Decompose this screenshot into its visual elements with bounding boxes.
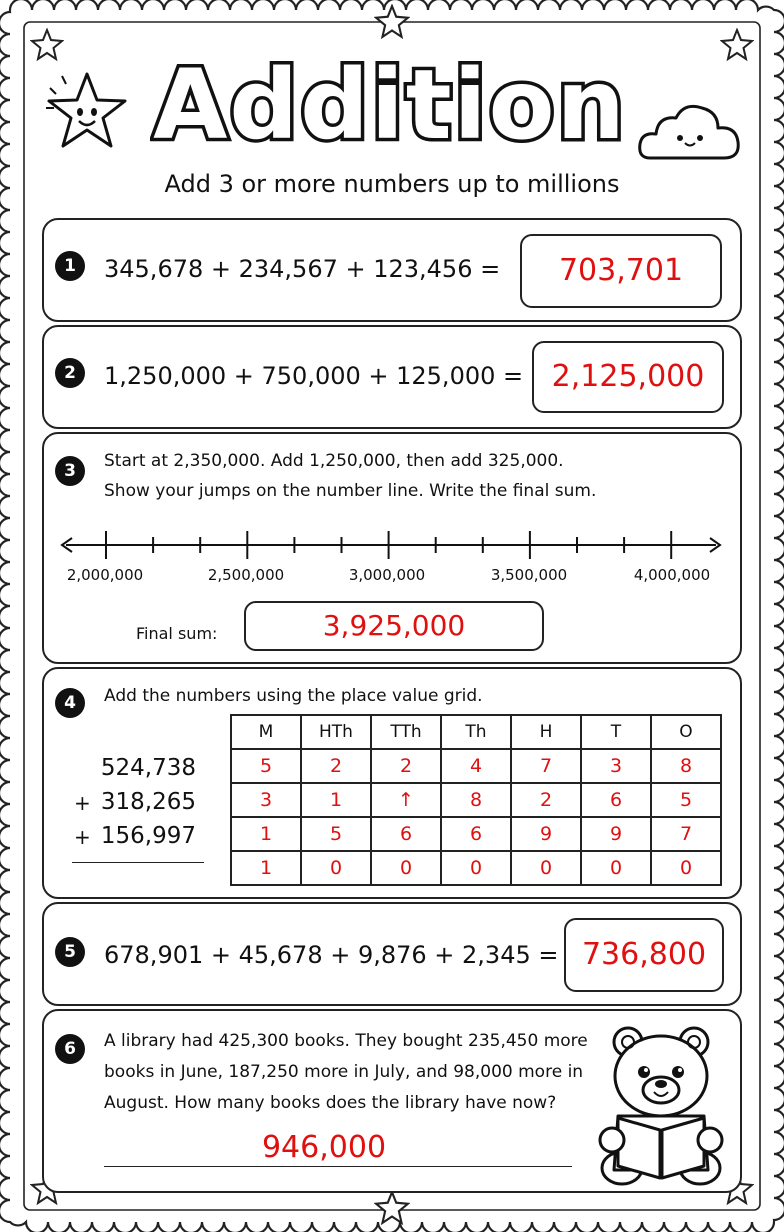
plus-sign: +	[74, 791, 91, 815]
number-line-label: 2,500,000	[207, 566, 285, 584]
answer-line	[104, 1166, 572, 1167]
grid-header: H	[511, 715, 581, 749]
title-banner	[150, 50, 630, 160]
star-icon	[374, 1190, 410, 1226]
addend-3: 156,997	[100, 823, 196, 849]
grid-cell[interactable]: 1	[301, 783, 371, 817]
grid-cell[interactable]: 0	[651, 851, 721, 885]
grid-cell[interactable]: 4	[441, 749, 511, 783]
question-6-line-1: A library had 425,300 books. They bought 235,450 more	[104, 1031, 588, 1051]
teddy-bear-reading-icon	[596, 1020, 726, 1188]
question-number-badge: 6	[55, 1034, 85, 1064]
question-number-badge: 1	[55, 251, 85, 281]
grid-cell[interactable]: 0	[511, 851, 581, 885]
grid-row	[231, 851, 721, 885]
question-2-answer-box[interactable]: 2,125,000	[532, 341, 724, 413]
number-line-label: 3,500,000	[490, 566, 568, 584]
question-5-equation: 678,901 + 45,678 + 9,876 + 2,345 =	[104, 941, 559, 969]
question-2-equation: 1,250,000 + 750,000 + 125,000 =	[104, 362, 524, 390]
grid-row	[231, 783, 721, 817]
grid-cell[interactable]: 1	[231, 851, 301, 885]
grid-header: Th	[441, 715, 511, 749]
grid-header: T	[581, 715, 651, 749]
number-line-label: 4,000,000	[633, 566, 711, 584]
addend-2: 318,265	[100, 789, 196, 815]
grid-cell[interactable]: 3	[231, 783, 301, 817]
plus-sign: +	[74, 825, 91, 849]
grid-cell[interactable]: 2	[511, 783, 581, 817]
cloud-icon	[636, 96, 746, 168]
question-number-badge: 5	[55, 937, 85, 967]
smiling-star-icon	[42, 68, 132, 158]
number-line-label: 3,000,000	[348, 566, 426, 584]
star-icon	[720, 28, 754, 62]
question-5-answer-box[interactable]: 736,800	[564, 918, 724, 992]
final-sum-label: Final sum:	[136, 624, 218, 643]
subtitle: Add 3 or more numbers up to millions	[164, 170, 620, 198]
final-sum-answer-box[interactable]: 3,925,000	[244, 601, 544, 651]
grid-cell[interactable]: 0	[371, 851, 441, 885]
grid-cell[interactable]: 0	[441, 851, 511, 885]
question-1-equation: 345,678 + 234,567 + 123,456 =	[104, 255, 501, 283]
question-number-badge: 2	[55, 358, 85, 388]
grid-cell[interactable]: 6	[441, 817, 511, 851]
question-number-badge: 4	[55, 688, 85, 718]
grid-cell[interactable]: 5	[651, 783, 721, 817]
number-line-label: 2,000,000	[66, 566, 144, 584]
grid-cell[interactable]: 0	[301, 851, 371, 885]
grid-header: TTh	[371, 715, 441, 749]
page-title: Addition	[153, 50, 627, 160]
addend-1: 524,738	[100, 755, 196, 781]
grid-row	[231, 817, 721, 851]
question-6-line-3: August. How many books does the library have now?	[104, 1093, 557, 1113]
grid-cell[interactable]: ↑	[371, 783, 441, 817]
grid-cell[interactable]: 3	[581, 749, 651, 783]
place-value-grid	[230, 714, 722, 886]
grid-header-row	[231, 715, 721, 749]
grid-cell[interactable]: 9	[511, 817, 581, 851]
star-icon	[374, 4, 410, 40]
grid-header: M	[231, 715, 301, 749]
question-3-line-1: Start at 2,350,000. Add 1,250,000, then add 325,000.	[104, 451, 564, 471]
question-6-answer[interactable]: 946,000	[261, 1130, 387, 1165]
grid-header: O	[651, 715, 721, 749]
number-line	[56, 525, 728, 565]
question-6-line-2: books in June, 187,250 more in July, and 98,000 more in	[104, 1062, 584, 1082]
grid-cell[interactable]: 2	[301, 749, 371, 783]
grid-cell[interactable]: 0	[581, 851, 651, 885]
question-3-line-2: Show your jumps on the number line. Write the final sum.	[104, 481, 597, 501]
grid-row	[231, 749, 721, 783]
grid-cell[interactable]: 9	[581, 817, 651, 851]
grid-cell[interactable]: 8	[651, 749, 721, 783]
grid-cell[interactable]: 1	[231, 817, 301, 851]
grid-cell[interactable]: 5	[231, 749, 301, 783]
grid-cell[interactable]: 7	[511, 749, 581, 783]
question-1-answer-box[interactable]: 703,701	[520, 234, 722, 308]
grid-cell[interactable]: 8	[441, 783, 511, 817]
sum-underline	[72, 862, 204, 863]
grid-cell[interactable]: 6	[581, 783, 651, 817]
grid-cell[interactable]: 6	[371, 817, 441, 851]
grid-cell[interactable]: 5	[301, 817, 371, 851]
grid-cell[interactable]: 2	[371, 749, 441, 783]
grid-cell[interactable]: 7	[651, 817, 721, 851]
question-4-instruction: Add the numbers using the place value grid.	[104, 686, 483, 706]
grid-header: HTh	[301, 715, 371, 749]
star-icon	[30, 28, 64, 62]
question-number-badge: 3	[55, 456, 85, 486]
